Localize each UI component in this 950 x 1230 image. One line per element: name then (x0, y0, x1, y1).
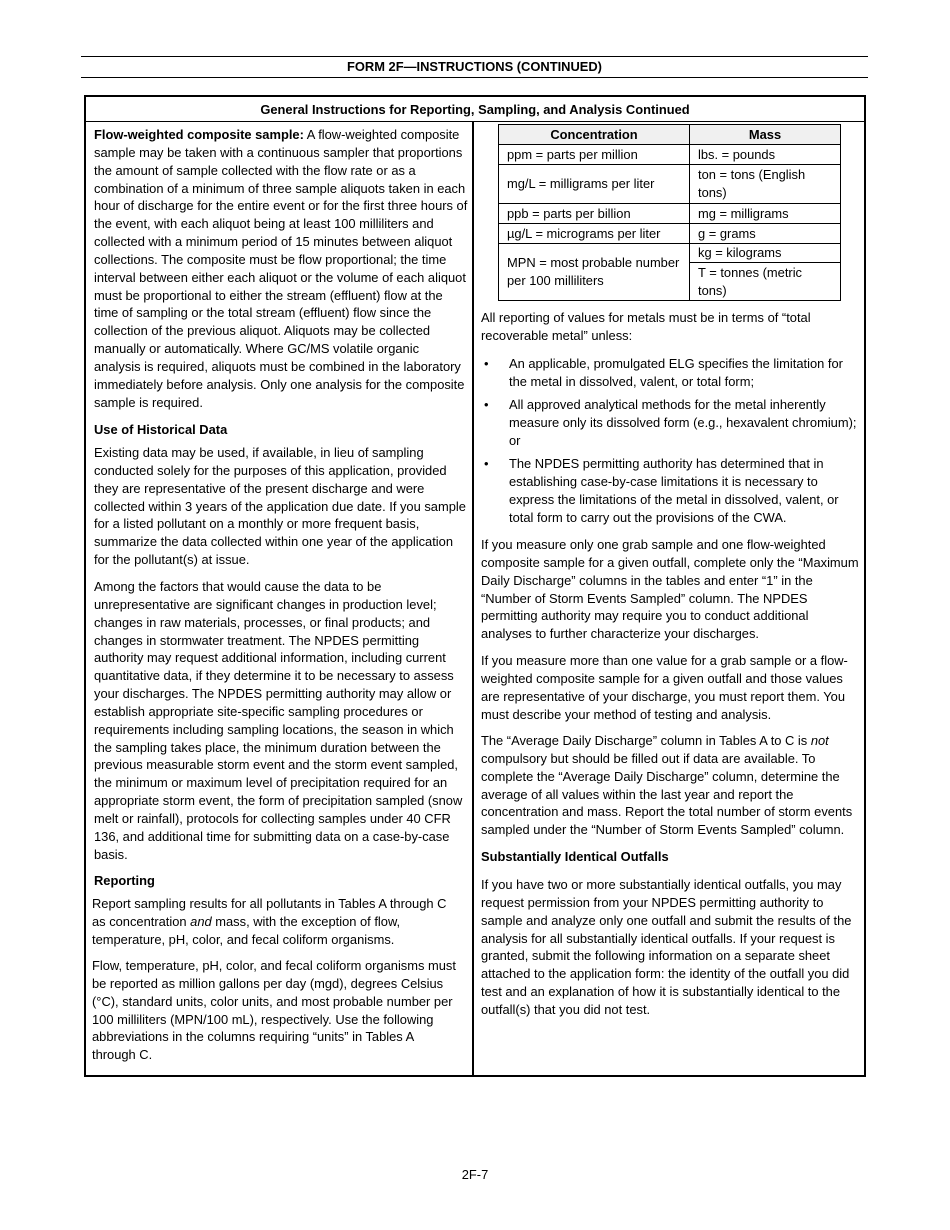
single-sample-paragraph: If you measure only one grab sample and one flow-weighted composite sample for a given outfall, complete only the “Maximum Daily Discharge” columns in the tables and enter “1” in the “Number of Storm Events Sampled” column. The NPDES permitting authority may require you to conduct additional analyses to further characterize your discharges. (481, 537, 859, 642)
column-divider (472, 122, 474, 1075)
metals-bullet-item: • An applicable, promulgated ELG specifies the limitation for the metal in dissolved, valent, or total form; (509, 355, 843, 391)
metals-reporting-paragraph: All reporting of values for metals must be in terms of “total recoverable metal” unless: (481, 310, 811, 343)
average-discharge-text-start: The “Average Daily Discharge” column in Tables A to C is (481, 733, 811, 748)
metals-bullet-item: • The NPDES permitting authority has determined that in establishing case-by-case limitations it is necessary to express the limitations of the metal in dissolved, valent, or total form to carry out the provisions of the CWA. (509, 455, 839, 526)
mass-unit-cell: T = tonnes (metric tons) (690, 263, 841, 301)
header-rule-bottom (81, 77, 868, 78)
concentration-unit-cell: ppb = parts per billion (499, 204, 690, 224)
composite-sample-lead: Flow-weighted composite sample: (94, 127, 304, 142)
historical-data-paragraph: Existing data may be used, if available, in lieu of sampling conducted solely for the purposes of this application, provided they are representative of the present discharge and were collected within 3 years of the application due date. If you sample for a listed pollutant on a monthly or more frequent basis, summarize the data collected within one year of the application for the pollutant(s) at issue. (94, 445, 466, 568)
heading-identical-outfalls: Substantially Identical Outfalls (481, 849, 669, 864)
reporting-results-text-end: mass, with the exception of flow, temperature, pH, color, and fecal coliform organisms. (92, 913, 401, 947)
header-rule-top (81, 56, 868, 57)
table-row (499, 165, 841, 204)
table-header-row (499, 125, 841, 145)
concentration-unit-cell: mg/L = milligrams per liter (499, 165, 690, 204)
reporting-results-text-start: Report sampling results for all pollutants in Tables A through C as concentration (92, 896, 447, 929)
section-title: General Instructions for Reporting, Sampling, and Analysis Continued (260, 102, 690, 117)
average-daily-discharge-paragraph (481, 732, 852, 839)
reporting-results-emphasis: and (190, 913, 212, 929)
table-row (499, 145, 841, 165)
concentration-unit-cell: µg/L = micrograms per liter (499, 224, 690, 244)
mass-unit-cell: kg = kilograms (690, 244, 841, 263)
composite-sample-text: A flow-weighted composite sample may be taken with a continuous sampler that proportions the amount of sample collected with the flow rate or as a combination of a minimum of three sample aliquots taken in each hour of discharge for the entire event or for the first three hours of the event, with each aliquot being at least 100 milliliters and collected with a minimum period of 15 minutes between aliquot collections. The composite must be flow proportional; the time interval between either each aliquot or the volume of each aliquot must be proportional to either the stream (effluent) flow at the time of sampling or the total stream (effluent) flow since the collection of the previous aliquot. Aliquots may be collected manually or automatically. Where GC/MS volatile organic analysis is required, aliquots must be combined in the laboratory immediately before analysis. Only one analysis for the composite sample is required. (94, 127, 468, 410)
table-row (499, 244, 841, 263)
identical-outfalls-paragraph: If you have two or more substantially identical outfalls, you may request permission from your NPDES permitting authority to sample and analyze only one outfall and submit the results of the analysis for all substantially identical outfalls. If your request is granted, submit the following information on a separate sheet attached to the application form: the identity of the outfall you did test and an explanation of how it is substantially identical to the outfall(s) that you did not test. (481, 877, 852, 1017)
average-discharge-emphasis: not (810, 733, 829, 748)
mass-unit-cell: ton = tons (English tons) (690, 165, 841, 204)
mass-unit-cell: lbs. = pounds (690, 145, 841, 165)
concentration-unit-cell: ppm = parts per million (499, 145, 690, 165)
table-header-mass: Mass (690, 125, 841, 145)
heading-reporting: Reporting (94, 873, 155, 888)
reporting-units-paragraph: Flow, temperature, pH, color, and fecal coliform organisms must be reported as million gallons per day (mgd), degrees Celsius (°C), standard units, color units, and most probable number per 100 milliliters (MPN/100 mL), respectively. Use the following abbreviations in the columns requiring “units” in Tables A through C. (92, 958, 456, 1063)
composite-sample-paragraph (94, 126, 467, 412)
table-row (499, 224, 841, 244)
section-title-rule (86, 121, 864, 122)
metals-bullet-item: • All approved analytical methods for the metal inherently measure only its dissolved form (e.g., hexavalent chromium); or (509, 396, 856, 450)
unrepresentative-factors-paragraph: Among the factors that would cause the data to be unrepresentative are significant changes in production level; changes in raw materials, processes, or final products; and changes in stormwater treatment. The NPDES permitting authority may request additional information, including current quantitative data, if they determine it to be necessary to assess your discharges. The NPDES permitting authority may allow or establish appropriate site-specific sampling procedures or requirements including sampling locations, the season in which the sampling takes place, the minimum duration between the previous measurable storm event and the storm event sampled, the minimum or maximum level of precipitation required for an appropriate storm event, the form of precipitation sampled (snow melt or rainfall), protocols for collecting samples under 40 CFR 136, and additional time for submitting data on a case-by-case basis. (94, 579, 463, 862)
reporting-results-paragraph (92, 895, 446, 949)
multiple-values-paragraph: If you measure more than one value for a grab sample or a flow- weighted composite sample for a given outfall and those values are representative of your discharge, you must report them. You must describe your method of testing and analysis. (481, 653, 848, 722)
mass-unit-cell: g = grams (690, 224, 841, 244)
heading-historical-data: Use of Historical Data (94, 422, 228, 437)
form-header-title: FORM 2F—INSTRUCTIONS (CONTINUED) (347, 59, 602, 74)
table-header-concentration: Concentration (499, 125, 690, 145)
concentration-unit-cell: MPN = most probable number per 100 milliliters (499, 244, 690, 301)
average-discharge-text-end: compulsory but should be filled out if data are available. To complete the “Average Daily Discharge” column, determine the average of all values within the last year and report the concentration and mass. Report the total number of storm events sampled under the “Number of Storm Events Sampled” column. (481, 750, 853, 838)
units-abbreviation-table (498, 124, 841, 301)
table-row (499, 204, 841, 224)
page-number: 2F-7 (461, 1167, 489, 1182)
mass-unit-cell: mg = milligrams (690, 204, 841, 224)
